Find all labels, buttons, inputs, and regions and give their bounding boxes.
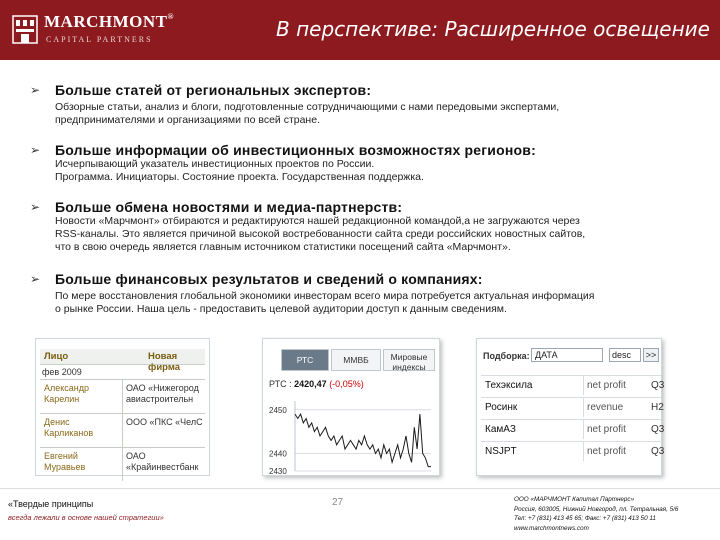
section-text — [55, 101, 695, 127]
company-name: ОАО «Нижегород авиастроительн — [126, 383, 199, 404]
table-row[interactable] — [481, 375, 665, 395]
rts-line-chart — [267, 397, 435, 475]
section-news-media — [30, 199, 690, 259]
header-bar — [0, 0, 720, 60]
section-text-line: По мере восстановления глобальной экономики инвесторам всего мира потребуется актуальная информация — [55, 290, 595, 302]
sort-order-select[interactable]: desc — [609, 348, 641, 362]
company-cell[interactable]: Росинк — [485, 402, 518, 413]
section-regional-experts — [30, 82, 690, 127]
company-cell[interactable]: NSJPT — [485, 446, 517, 457]
table-row[interactable] — [481, 419, 665, 439]
company-name: ОАО «Крайинвестбанк — [126, 451, 199, 472]
section-heading: Больше финансовых результатов и сведений о компаниях: — [55, 271, 483, 287]
company-cell[interactable]: КамАЗ — [485, 424, 516, 435]
period-cell: Q3 — [651, 380, 665, 391]
person-name[interactable]: Евгений Муравьев — [44, 451, 86, 472]
bullet-arrow-icon: ➢ — [30, 143, 41, 157]
section-investment-opportunities — [30, 142, 690, 187]
section-text-line: Новости «Марчмонт» отбираются и редактируются нашей редакционной командой,а не загружаются через — [55, 215, 580, 227]
tab-micex[interactable]: ММВБ — [331, 349, 381, 371]
tab-world-indices[interactable]: Мировые индексы — [383, 349, 435, 371]
people-moves-thumbnail — [35, 338, 210, 476]
table-row[interactable] — [481, 441, 665, 461]
market-index-thumbnail — [262, 338, 440, 476]
section-heading: Больше обмена новостями и медиа-партнерств: — [55, 199, 403, 215]
section-text-line: Программа. Инициаторы. Состояние проекта. Государственная поддержка. — [55, 171, 424, 183]
company-address: Россия, 603005, Нижний Новгород, пл. Тетральная, 5/6 — [514, 505, 679, 513]
brand-registered-mark: ® — [167, 12, 174, 21]
company-cell[interactable]: Техэксила — [485, 380, 533, 391]
column-header-person: Лицо — [44, 351, 69, 362]
y-tick-label: 2440 — [269, 449, 287, 459]
bullet-arrow-icon: ➢ — [30, 200, 41, 214]
brand-subtitle: CAPITAL PARTNERS — [46, 35, 153, 44]
index-quote — [269, 379, 364, 389]
company-phone: Тел: +7 (831) 413 45 65; Факс: +7 (831) 413 50 11 — [514, 515, 656, 522]
bullet-arrow-icon: ➢ — [30, 272, 41, 286]
rts-series-line — [295, 414, 431, 467]
table-row[interactable] — [40, 413, 205, 447]
section-text — [55, 290, 695, 316]
section-text-line: Обзорные статьи, анализ и блоги, подготовленные сотрудничающими с нами передовыми экспертами, — [55, 101, 560, 113]
quote-change: (-0,05%) — [329, 379, 364, 389]
section-heading: Больше информации об инвестиционных возможностях регионов: — [55, 142, 536, 158]
section-text-line: Исчерпывающий указатель инвестиционных проектов по России. — [55, 158, 375, 170]
person-name[interactable]: Денис Карликанов — [44, 417, 94, 438]
sort-field-select[interactable]: ДАТА — [531, 348, 603, 362]
period-cell: Q3 — [651, 446, 665, 457]
y-tick-label: 2430 — [269, 467, 287, 476]
castle-logo-icon — [12, 14, 38, 44]
section-text-line: предпринимателями и организациями по всей стране. — [55, 114, 320, 126]
slide-title: В перспективе: Расширенное освещение — [276, 17, 710, 41]
quote-label: РТС : — [269, 379, 292, 389]
metric-cell: revenue — [587, 402, 624, 413]
table-row[interactable] — [40, 379, 205, 413]
section-financial-results — [30, 271, 690, 316]
section-text — [55, 158, 695, 184]
metric-cell: net profit — [587, 446, 626, 457]
footer-motto-title: «Твердые принципы — [8, 499, 94, 509]
table-row[interactable] — [481, 397, 664, 417]
footer-motto-subtitle: всегда лежали в основе нашей стратегии» — [8, 513, 164, 522]
period-label: фев 2009 — [42, 367, 82, 377]
period-cell: Q3 — [651, 424, 665, 435]
footer-divider — [0, 488, 720, 489]
section-text — [55, 215, 695, 254]
company-results-thumbnail — [476, 338, 665, 476]
company-name: ООО «ПКС «ЧелС — [126, 417, 203, 427]
section-heading: Больше статей от региональных экспертов: — [55, 82, 372, 98]
quote-value: 2420,47 — [294, 379, 327, 389]
company-legal-name: ООО «МАРЧМОНТ Капитал Партнерс» — [514, 496, 635, 503]
person-name[interactable]: Александр Карелин — [44, 383, 90, 404]
section-text-line: что в свою очередь является главным источником статистики посещений сайта «Марчмонт». — [55, 241, 511, 253]
page-number: 27 — [332, 497, 344, 508]
apply-button[interactable]: >> — [643, 348, 659, 362]
y-tick-label: 2450 — [269, 405, 287, 415]
period-cell: H2 — [651, 402, 664, 413]
filter-label: Подборка: — [483, 351, 530, 361]
metric-cell: net profit — [587, 380, 626, 391]
footer-contacts — [514, 495, 678, 533]
company-website[interactable]: www.marchmontnews.com — [514, 524, 589, 532]
tab-rts[interactable]: РТС — [281, 349, 329, 371]
column-header-company: Новая фирма — [148, 351, 181, 373]
section-text-line: RSS-каналы. Это является причиной высокой востребованности сайта среди российских новостных сайтов, — [55, 228, 586, 240]
logo[interactable] — [12, 12, 172, 48]
brand-name: MARCHMONT — [44, 12, 168, 31]
metric-cell: net profit — [587, 424, 626, 435]
bullet-arrow-icon: ➢ — [30, 83, 41, 97]
table-row[interactable] — [40, 447, 205, 481]
section-text-line: о рынке России. Наша цель - предоставить целевой аудитории доступ к данным сведениям. — [55, 303, 507, 315]
